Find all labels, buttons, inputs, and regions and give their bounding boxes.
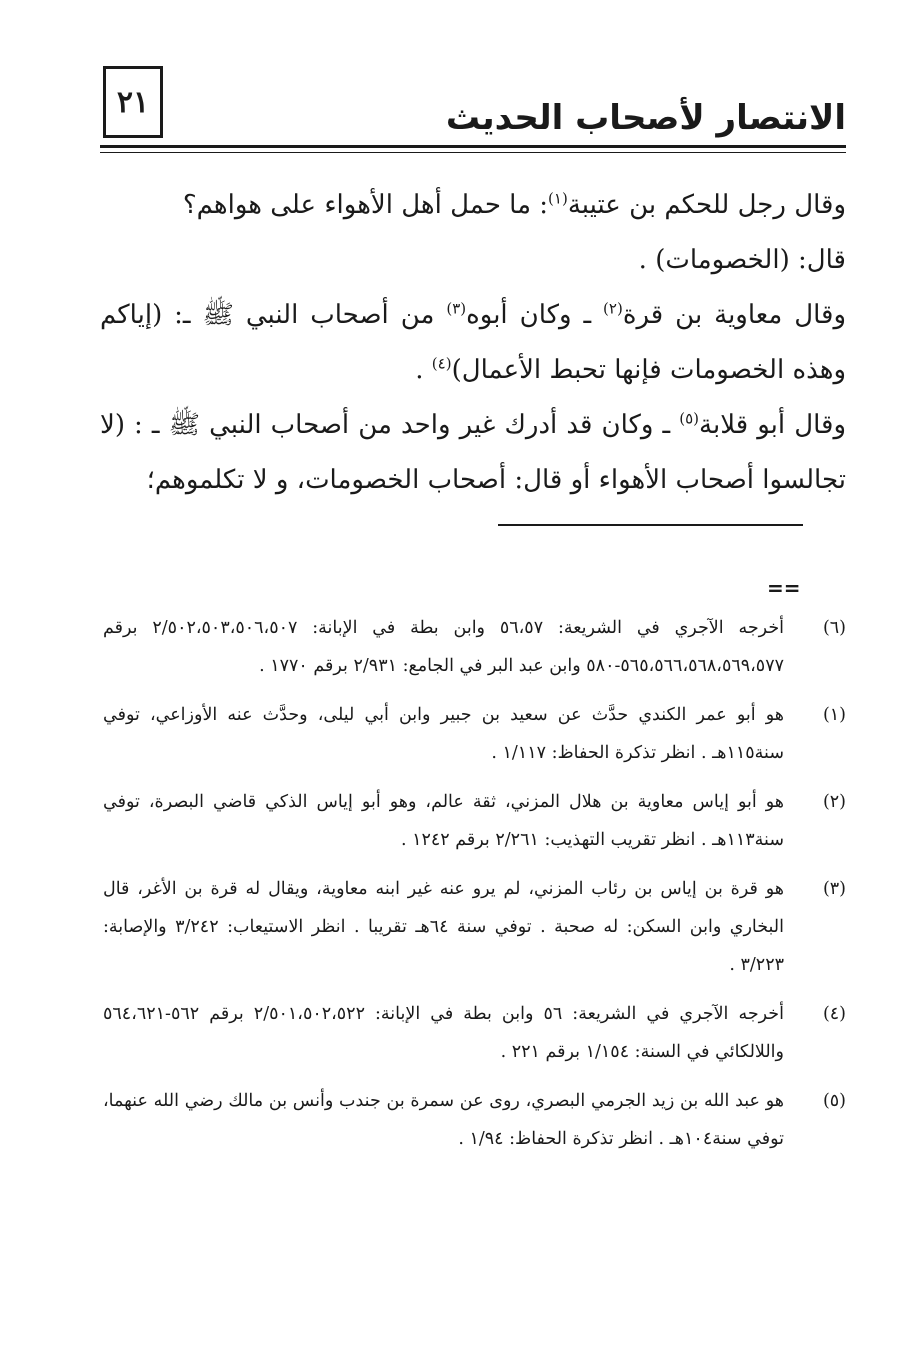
footnote-item <box>103 696 846 772</box>
footnote-text: أخرجه الآجري في الشريعة: ٥٦،٥٧ وابن بطة في الإبانة: ٢/٥٠٢،٥٠٣،٥٠٦،٥٠٧ برقم ٥٦٥،٥٦٦،٥٦٨،٥٦٩،٥٧٧-٥٨٠ وابن عبد البر في الجامع: ٢/٩٣١ برقم ١٧٧٠ . <box>103 618 784 676</box>
footnote-ref-5: (٥) <box>679 409 700 428</box>
footnote-text: هو عبد الله بن زيد الجرمي البصري، روى عن سمرة بن جندب وأنس بن مالك رضي الله عنهما، توفي سنة١٠٤هـ . انظر تذكرة الحفاظ: ١/٩٤ . <box>103 1091 784 1149</box>
footnote-number: (١) <box>822 705 846 725</box>
book-title: الانتصار لأصحاب الحديث <box>445 98 846 138</box>
footnote-ref-3: (٣) <box>446 299 467 318</box>
footnote-text: هو أبو عمر الكندي حدَّث عن سعيد بن جبير وابن أبي ليلى، وحدَّث عنه الأوزاعي، توفي سنة١١٥هـ . انظر تذكرة الحفاظ: ١/١١٧ . <box>103 705 784 763</box>
paragraph-1-text-a: وقال رجل للحكم بن عتيبة <box>567 190 846 220</box>
paragraph-3-text-d: . <box>415 355 432 385</box>
footnote-text: أخرجه الآجري في الشريعة: ٥٦ وابن بطة في الإبانة: ٢/٥٠١،٥٠٢،٥٢٢ برقم ٥٦٢-٥٦٤،٦٢١ واللالكائي في السنة: ١/١٥٤ برقم ٢٢١ . <box>103 1004 784 1062</box>
footnote-item <box>103 1082 846 1158</box>
paragraph-3-text-c: من أصحاب النبي ﷺ ـ: (إياكم وهذه الخصومات فإنها تحبط الأعمال) <box>100 300 846 385</box>
footnote-ref-1: (١) <box>548 189 568 208</box>
footnote-text: هو قرة بن إياس بن رئاب المزني، لم يرو عنه غير ابنه معاوية، ويقال له قرة بن الأغر، قال البخاري وابن السكن: له صحبة . توفي سنة ٦٤هـ تقريبا . انظر الاستيعاب: ٣/٢٤٢ والإصابة: ٣/٢٢٣ . <box>103 879 784 975</box>
footnotes <box>103 609 846 1169</box>
footnote-separator <box>498 524 803 526</box>
header-divider <box>100 145 846 148</box>
continuation-mark: == <box>767 576 801 600</box>
paragraph-1-text-b: : ما حمل أهل الأهواء على هواهم؟ <box>182 190 549 220</box>
paragraph-4 <box>100 398 846 508</box>
footnote-number: (٥) <box>822 1091 846 1111</box>
footnote-number: (٤) <box>822 1004 846 1024</box>
footnote-item <box>103 783 846 859</box>
page-number-text: ٢١ <box>116 84 150 120</box>
paragraph-3-text-b: ـ وكان أبوه <box>466 300 604 330</box>
footnote-ref-4: (٤) <box>431 354 452 373</box>
footnote-item <box>103 609 846 685</box>
footnote-item <box>103 870 846 984</box>
paragraph-3 <box>100 288 846 398</box>
footnote-number: (٢) <box>822 792 846 812</box>
paragraph-2: قال: (الخصومات) . <box>638 245 846 275</box>
page-number <box>103 66 163 138</box>
footnote-text: هو أبو إياس معاوية بن هلال المزني، ثقة عالم، وهو أبو إياس الذكي قاضي البصرة، توفي سنة١١٣هـ . انظر تقريب التهذيب: ٢/٢٦١ برقم ١٢٤٢ . <box>103 792 784 850</box>
paragraph-4-text-a: وقال أبو قلابة <box>699 410 847 440</box>
footnote-item <box>103 995 846 1071</box>
header-divider-thin <box>100 152 846 153</box>
footnote-ref-2: (٢) <box>603 299 623 318</box>
paragraph-3-text-a: وقال معاوية بن قرة <box>622 300 846 330</box>
paragraph-1 <box>100 178 846 233</box>
main-text <box>100 178 846 508</box>
paragraph-4-text-b: ـ وكان قد أدرك غير واحد من أصحاب النبي ﷺ ـ : (لا تجالسوا أصحاب الأهواء أو قال: أصحاب الخصومات، و لا تكلموهم؛ <box>100 410 846 495</box>
footnote-number: (٣) <box>822 879 846 899</box>
footnote-number: (٦) <box>822 618 846 638</box>
